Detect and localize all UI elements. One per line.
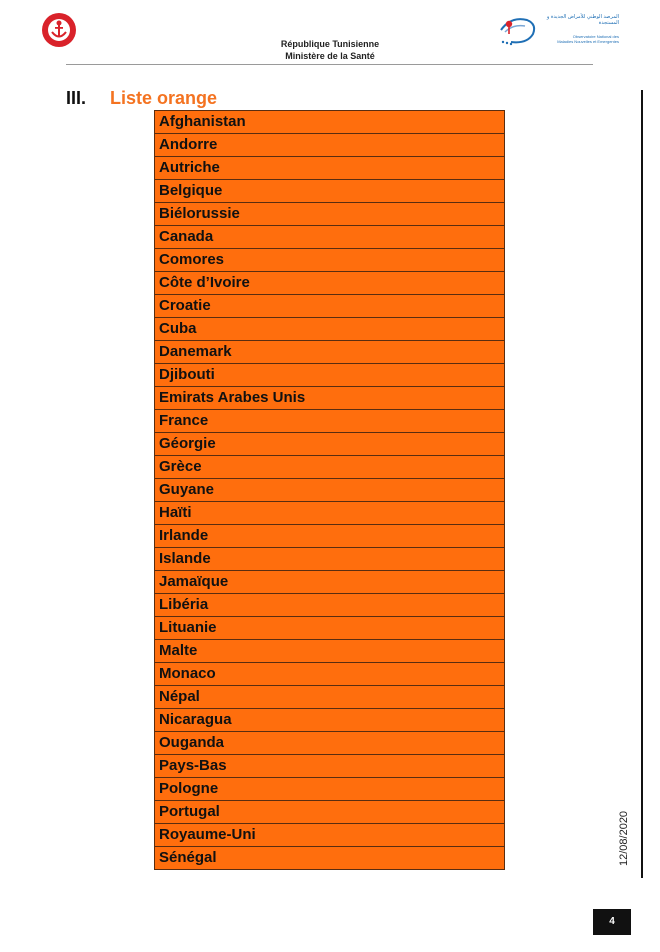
country-cell: Lituanie xyxy=(155,617,505,640)
country-cell: Grèce xyxy=(155,456,505,479)
country-cell: Pologne xyxy=(155,778,505,801)
observatory-french-line1: Observatoire National des xyxy=(572,34,619,39)
table-row xyxy=(155,732,505,755)
country-cell: Malte xyxy=(155,640,505,663)
country-cell: Monaco xyxy=(155,663,505,686)
orange-list-body xyxy=(155,111,505,870)
section-title: Liste orange xyxy=(110,88,218,108)
country-cell: Pays-Bas xyxy=(155,755,505,778)
table-row xyxy=(155,111,505,134)
country-cell: Danemark xyxy=(155,341,505,364)
table-row xyxy=(155,364,505,387)
page-number: 4 xyxy=(593,909,631,935)
table-row xyxy=(155,456,505,479)
country-cell: Nicaragua xyxy=(155,709,505,732)
table-row xyxy=(155,134,505,157)
table-row xyxy=(155,801,505,824)
orange-list-table xyxy=(154,110,505,870)
table-row xyxy=(155,387,505,410)
table-row xyxy=(155,410,505,433)
table-row xyxy=(155,686,505,709)
country-cell: Comores xyxy=(155,249,505,272)
table-row xyxy=(155,249,505,272)
table-row xyxy=(155,295,505,318)
country-cell: Guyane xyxy=(155,479,505,502)
country-cell: Royaume-Uni xyxy=(155,824,505,847)
table-row xyxy=(155,157,505,180)
country-cell: Canada xyxy=(155,226,505,249)
country-cell: Cuba xyxy=(155,318,505,341)
table-row xyxy=(155,663,505,686)
country-cell: Afghanistan xyxy=(155,111,505,134)
table-row xyxy=(155,341,505,364)
header-text xyxy=(0,38,660,62)
country-cell: Portugal xyxy=(155,801,505,824)
country-cell: Népal xyxy=(155,686,505,709)
table-row xyxy=(155,272,505,295)
table-row xyxy=(155,594,505,617)
header-divider xyxy=(66,64,593,65)
table-row xyxy=(155,502,505,525)
table-row xyxy=(155,525,505,548)
country-cell: Andorre xyxy=(155,134,505,157)
table-row xyxy=(155,479,505,502)
table-row xyxy=(155,571,505,594)
table-row xyxy=(155,548,505,571)
country-cell: Biélorussie xyxy=(155,203,505,226)
country-cell: France xyxy=(155,410,505,433)
table-row xyxy=(155,203,505,226)
header-country: République Tunisienne xyxy=(280,39,380,49)
observatory-arabic-name: المرصد الوطني للأمراض الجديدة و المستجدة xyxy=(546,14,619,26)
country-cell: Autriche xyxy=(155,157,505,180)
country-cell: Djibouti xyxy=(155,364,505,387)
table-row xyxy=(155,433,505,456)
table-row xyxy=(155,824,505,847)
margin-bar xyxy=(641,90,643,878)
table-row xyxy=(155,640,505,663)
table-row xyxy=(155,180,505,203)
table-row xyxy=(155,226,505,249)
table-row xyxy=(155,709,505,732)
table-row xyxy=(155,617,505,640)
section-number: III. xyxy=(66,88,87,108)
country-cell: Croatie xyxy=(155,295,505,318)
country-cell: Ouganda xyxy=(155,732,505,755)
section-heading xyxy=(66,87,217,109)
country-cell: Jamaïque xyxy=(155,571,505,594)
country-cell: Islande xyxy=(155,548,505,571)
country-cell: Géorgie xyxy=(155,433,505,456)
country-cell: Libéria xyxy=(155,594,505,617)
country-cell: Emirats Arabes Unis xyxy=(155,387,505,410)
table-row xyxy=(155,778,505,801)
table-row xyxy=(155,755,505,778)
country-cell: Côte d’Ivoire xyxy=(155,272,505,295)
side-date: 12/08/2020 xyxy=(618,810,630,866)
table-row xyxy=(155,847,505,870)
country-cell: Haïti xyxy=(155,502,505,525)
country-cell: Irlande xyxy=(155,525,505,548)
observatory-french-line2: Maladies Nouvelles et Emergentes xyxy=(557,39,619,44)
header-ministry: Ministère de la Santé xyxy=(285,51,375,61)
country-cell: Sénégal xyxy=(155,847,505,870)
table-row xyxy=(155,318,505,341)
country-cell: Belgique xyxy=(155,180,505,203)
